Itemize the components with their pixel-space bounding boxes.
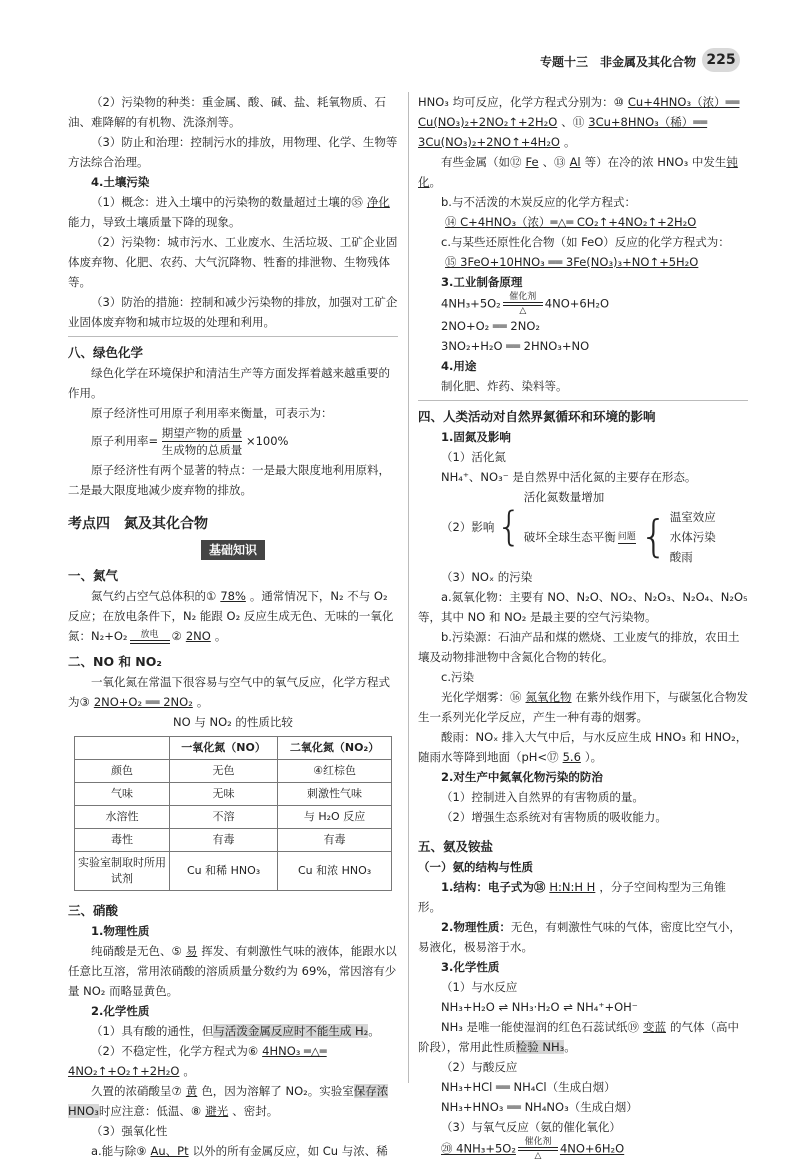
products: 4NO+6H₂O: [559, 1141, 625, 1156]
paragraph: （3）强氧化性: [91, 1124, 168, 1138]
text: （1）具有酸的通性，但: [91, 1024, 214, 1038]
impact-item: 活化氮数量增加: [523, 490, 605, 504]
answer: 净化: [366, 195, 390, 209]
answer: 避光: [205, 1104, 229, 1118]
table-cell: 颜色: [75, 760, 170, 783]
equation: NH₃+HCl ══ NH₄Cl（生成白烟）: [441, 1080, 616, 1094]
paragraph: [418, 727, 748, 767]
problem-item: 温室效应: [669, 510, 716, 524]
paragraph: [68, 586, 398, 646]
answer: 2NO: [185, 629, 211, 643]
equation: NH₃+H₂O ⇌ NH₃·H₂O ⇌ NH₄⁺+OH⁻: [441, 1000, 638, 1014]
problem-list: [670, 507, 716, 567]
paragraph: [68, 1081, 398, 1121]
paragraph: NH₄⁺、NO₃⁻ 是自然界中活化氮的主要存在形态。: [441, 470, 697, 484]
reaction-condition: [503, 292, 543, 316]
answer: 变蓝: [643, 1020, 667, 1034]
text: 。: [429, 175, 441, 189]
subsection-heading: 4.用途: [441, 359, 477, 373]
underlined-text: 钝化: [418, 155, 738, 189]
section-heading: 八、绿色化学: [68, 345, 144, 360]
paragraph: [68, 192, 398, 232]
text: 无色，有刺激性气味的气体，密度比空气小，易液化，极易溶于水。: [418, 920, 741, 954]
reaction-condition: [130, 630, 170, 644]
section-heading: 二、NO 和 NO₂: [68, 654, 162, 669]
text: 久置的浓硝酸呈⑦: [91, 1084, 182, 1098]
text: 一氧化氮在常温下很容易与空气中的氧气反应，化学方程式为③: [68, 675, 390, 709]
answer: Au、Pt: [150, 1144, 189, 1158]
text: 等）在冷的浓 HNO₃ 中发生: [584, 155, 727, 169]
page-number: 225: [702, 48, 740, 72]
text: 。: [214, 629, 227, 643]
paragraph: （3）防治的措施：控制和减少污染物的排放，加强对工矿企业固体废弃物和城市垃圾的处理和利用。: [68, 295, 398, 329]
text: 。: [196, 695, 209, 709]
subsection-heading: 1.固氮及影响: [441, 430, 511, 444]
problem-item: 水体污染: [669, 530, 716, 544]
paragraph: [418, 152, 748, 192]
table-row: [75, 852, 392, 891]
electron-formula: H:N:H H: [549, 880, 596, 894]
subsection-heading: 4.土壤污染: [91, 175, 150, 189]
table-cell: 实验室制取时所用试剂: [75, 852, 170, 891]
equation: NH₃+HNO₃ ══ NH₄NO₃（生成白烟）: [441, 1100, 638, 1114]
text: 。: [183, 1064, 195, 1078]
table-header-row: [75, 737, 392, 760]
text: HNO₃ 均可反应，化学方程式分别为：⑩: [418, 95, 624, 109]
paragraph: 绿色化学在环境保护和清洁生产等方面发挥着越来越重要的作用。: [68, 366, 390, 400]
paragraph: （3）NOₓ 的污染: [441, 570, 533, 584]
denominator: 生成物的总质量: [161, 443, 243, 457]
paragraph: （2）与酸反应: [441, 1060, 518, 1074]
paragraph: （3）与氧气反应（氨的催化氧化）: [441, 1120, 621, 1134]
equals-sign: [130, 640, 170, 644]
paragraph: c.污染: [441, 670, 474, 684]
equation: [418, 292, 748, 316]
divider-line: [68, 336, 398, 337]
column-header: 二氧化氮（NO₂）: [278, 737, 392, 760]
text: 挥发、有刺激性气味的液体，能跟水以任意比互溶，常用浓硝酸的溶质质量分数约为 69%，常因溶有少量 NO₂ 而略显黄色。: [68, 944, 397, 998]
impact-diagram: [441, 487, 748, 567]
paragraph: a.氮氧化物：主要有 NO、N₂O、NO₂、N₂O₃、N₂O₄、N₂O₅ 等，其中 NO 和 NO₂ 是最主要的空气污染物。: [418, 590, 748, 624]
paragraph: [68, 1141, 398, 1161]
topic-heading: 考点四 氮及其化合物: [68, 516, 208, 532]
table-cell: 无色: [170, 760, 278, 783]
table-cell: 刺激性气味: [278, 783, 392, 806]
left-column: [68, 92, 398, 1158]
paragraph: （1）控制进入自然界的有害物质的量。: [441, 790, 644, 804]
inline-heading: 2.物理性质：: [441, 920, 511, 934]
text: 、⑬: [542, 155, 566, 169]
paragraph: [418, 1017, 748, 1057]
subsection-heading: （一）氨的结构与性质: [418, 860, 533, 874]
problem-item: 酸雨: [669, 550, 693, 564]
equation: ⑮ 3FeO+10HNO₃ ══ 3Fe(NO₃)₃+NO↑+5H₂O: [445, 255, 699, 269]
column-header: 一氧化氮（NO）: [170, 737, 278, 760]
diagram-label: （2）影响: [441, 520, 495, 534]
paragraph: 原子经济性可用原子利用率来衡量，可表示为：: [91, 406, 333, 420]
text: 。: [368, 1024, 380, 1038]
highlight: 检验 NH₃: [515, 1040, 565, 1054]
paragraph: [68, 1021, 398, 1041]
text: 、密封。: [232, 1104, 279, 1118]
text: （2）不稳定性，化学方程式为⑥: [91, 1044, 259, 1058]
paragraph: （3）防止和治理：控制污水的排放，用物理、化学、生物等方法综合治理。: [68, 135, 398, 169]
answer: 易: [185, 944, 198, 958]
text: NH₃ 是唯一能使湿润的红色石蕊试纸⑲: [441, 1020, 640, 1034]
table-cell: 与 H₂O 反应: [278, 806, 392, 829]
section-heading: 五、氨及铵盐: [418, 839, 494, 854]
answer: 3Cu+8HNO₃（稀）══ 3Cu(NO₃)₂+2NO↑+4H₂O: [418, 115, 708, 149]
text: 以外的所有金属反应，如 Cu 与浓、稀: [192, 1144, 388, 1158]
table-row: [75, 760, 392, 783]
condition-text: 放电: [140, 629, 159, 640]
equation: 3NO₂+H₂O ══ 2HNO₃+NO: [441, 339, 590, 353]
impact-item: 破坏全球生态平衡: [523, 530, 616, 544]
text: 的气体（高中阶段），常用此性质: [418, 1020, 740, 1054]
left-brace: {: [496, 504, 522, 550]
arrow-label: 问题: [617, 531, 636, 542]
text: 有些金属（如⑫: [441, 155, 522, 169]
section-heading: 四、人类活动对自然界氮循环和环境的影响: [418, 409, 656, 424]
text: ，分子空间构型为三角锥形。: [418, 880, 726, 914]
table-row: [75, 783, 392, 806]
table-cell: 水溶性: [75, 806, 170, 829]
text: 。通常情况下，N₂ 不与 O₂ 反应；在放电条件下，N₂ 能跟 O₂ 反应生成无色、无味的一氧化氮：N₂+O₂: [68, 589, 394, 643]
table-cell: Cu 和浓 HNO₃: [278, 852, 392, 891]
paragraph: （2）污染物：城市污水、工业废水、生活垃圾、工矿企业固体废弃物、化肥、农药、大气沉降物、牲畜的排泄物、生物残体等。: [68, 235, 398, 289]
table-cell: 有毒: [278, 829, 392, 852]
answer: Cu+4HNO₃（浓）══ Cu(NO₃)₂+2NO₂↑+2H₂O: [418, 95, 740, 129]
table-cell: Cu 和稀 HNO₃: [170, 852, 278, 891]
answer: 黄: [185, 1084, 198, 1098]
column-header: [75, 737, 170, 760]
text: 在紫外线作用下，与碳氢化合物发生一系列光化学反应，产生一种有毒的烟雾。: [418, 690, 748, 724]
basics-badge: 基础知识: [201, 540, 265, 560]
paragraph: 原子经济性有两个显著的特点：一是最大限度地利用原料，二是最大限度地减少废弃物的排放。: [68, 463, 390, 497]
text: 、⑪: [561, 115, 585, 129]
answer: 氮氧化物: [525, 690, 572, 704]
condition-top: 催化剂: [524, 1137, 552, 1147]
table-caption: NO 与 NO₂ 的性质比较: [173, 715, 293, 729]
paragraph: 制化肥、炸药、染料等。: [441, 379, 568, 393]
text: a.能与除⑨: [91, 1144, 147, 1158]
answer: 5.6: [562, 750, 581, 764]
answer: Al: [569, 155, 581, 169]
paragraph: （1）与水反应: [441, 980, 518, 994]
text: 。: [564, 1040, 576, 1054]
highlight: 与活泼金属反应时不能生成 H₂: [213, 1024, 369, 1038]
table-cell: 无味: [170, 783, 278, 806]
text: 时应注意：低温、⑧: [98, 1104, 202, 1118]
atom-economy-formula: [68, 425, 398, 458]
equation: [418, 1137, 748, 1161]
paragraph: b.与不活泼的木炭反应的化学方程式：: [441, 195, 636, 209]
subsection-heading: 2.化学性质: [91, 1004, 150, 1018]
subsection-heading: 2.对生产中氮氧化物污染的防治: [441, 770, 603, 784]
condition-top: 催化剂: [509, 292, 537, 302]
reactants: 4NH₃+5O₂: [441, 296, 501, 311]
numerator: 期望产物的质量: [161, 426, 243, 440]
paragraph: [418, 92, 748, 152]
table-row: [75, 829, 392, 852]
answer: 4HNO₃ ═△═ 4NO₂↑+O₂↑+2H₂O: [68, 1044, 327, 1078]
text: 氮气约占空气总体积的①: [91, 589, 217, 603]
text: （1）概念：进入土壤中的污染物的数量超过土壤的㉟: [91, 195, 363, 209]
impact-items: [524, 487, 716, 567]
reaction-condition: [518, 1137, 558, 1161]
left-brace: {: [639, 511, 668, 562]
comparison-table: [74, 736, 392, 891]
paragraph: [418, 877, 748, 917]
text: 能力，导致土壤质量下降的现象。: [68, 215, 241, 229]
section-heading: 三、硝酸: [68, 903, 119, 918]
subsection-heading: 1.物理性质: [91, 924, 150, 938]
paragraph: b.污染源：石油产品和煤的燃烧、工业废气的排放，农田土壤及动物排泄物中含氮化合物的转化。: [418, 630, 740, 664]
text: 色，因为溶解了 NO₂。实验室: [201, 1084, 354, 1098]
answer: 78%: [220, 589, 246, 603]
text: ②: [171, 629, 182, 643]
table-cell: ④红棕色: [278, 760, 392, 783]
text: 酸雨：NOₓ 排入大气中后，与水反应生成 HNO₃ 和 HNO₂，随雨水等降到地面（pH<⑰: [418, 730, 748, 764]
answer: 2NO+O₂ ══ 2NO₂: [93, 695, 193, 709]
table-row: [75, 806, 392, 829]
paragraph: [68, 672, 398, 712]
paragraph: （1）活化氮: [441, 450, 506, 464]
equation: ⑭ C+4HNO₃（浓）═△═ CO₂↑+4NO₂↑+2H₂O: [445, 215, 697, 229]
column-divider: [408, 92, 409, 1083]
subsection-heading: 3.化学性质: [441, 960, 500, 974]
formula-rhs: ×100%: [245, 434, 289, 448]
right-column: [418, 92, 748, 1161]
fraction: [162, 425, 243, 458]
paragraph: c.与某些还原性化合物（如 FeO）反应的化学方程式为：: [441, 235, 730, 249]
paragraph: [418, 687, 748, 727]
table-cell: 不溶: [170, 806, 278, 829]
formula-lhs: 原子利用率=: [91, 434, 159, 448]
page-header: [0, 46, 800, 76]
table-cell: 有毒: [170, 829, 278, 852]
text: ）。: [584, 750, 603, 764]
answer: Fe: [525, 155, 539, 169]
subsection-heading: 3.工业制备原理: [441, 275, 523, 289]
reactants: ⑳ 4NH₃+5O₂: [441, 1141, 516, 1156]
text: 1.结构：电子式为⑱: [441, 880, 546, 894]
paragraph: （2）污染物的种类：重金属、酸、碱、盐、耗氧物质、石油、难降解的有机物、洗涤剂等。: [68, 95, 386, 129]
paragraph: （2）增强生态系统对有害物质的吸收能力。: [441, 810, 667, 824]
chapter-title: 专题十三 非金属及其化合物: [539, 55, 696, 69]
paragraph: [418, 917, 748, 957]
condition-bottom: △: [534, 1151, 542, 1161]
section-heading: 一、氮气: [68, 568, 119, 583]
text: 光化学烟雾：⑯: [441, 690, 522, 704]
condition-bottom: △: [519, 306, 527, 316]
text: 。: [564, 135, 576, 149]
impact-item-row: [524, 507, 716, 567]
table-cell: 毒性: [75, 829, 170, 852]
highlight: 保存浓 HNO₃: [68, 1084, 389, 1118]
text: 纯硝酸是无色、⑤: [91, 944, 182, 958]
table-cell: 气味: [75, 783, 170, 806]
paragraph: [68, 1041, 398, 1081]
equation: 2NO+O₂ ══ 2NO₂: [441, 319, 541, 333]
divider-line: [418, 400, 748, 401]
paragraph: [68, 941, 398, 1001]
products: 4NO+6H₂O: [544, 296, 610, 311]
